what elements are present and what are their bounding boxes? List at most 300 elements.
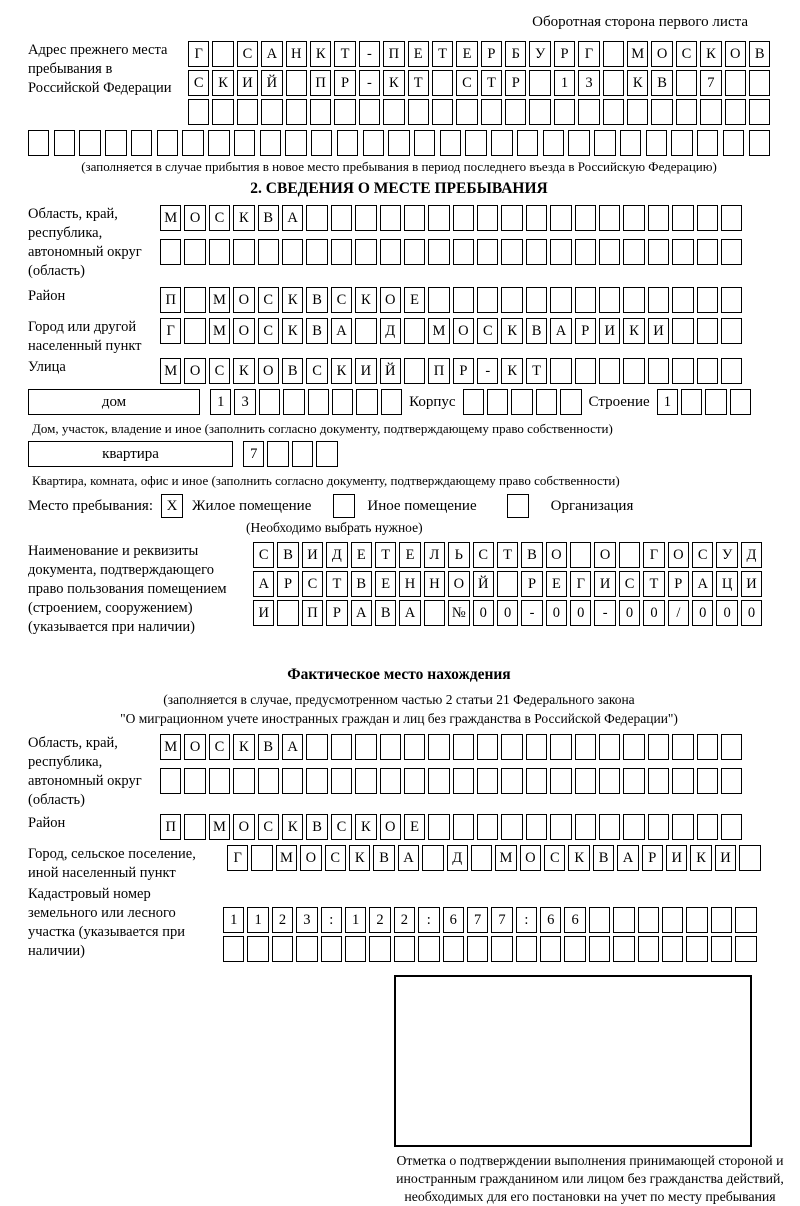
char-cell[interactable]	[619, 542, 640, 568]
char-cell[interactable]: 7	[467, 907, 488, 933]
char-cell[interactable]	[550, 358, 571, 384]
char-cell[interactable]: А	[692, 571, 713, 597]
char-cell[interactable]	[550, 768, 571, 794]
char-cell[interactable]: О	[233, 318, 254, 344]
char-cell[interactable]: 2	[369, 907, 390, 933]
char-cell[interactable]	[697, 318, 718, 344]
char-cell[interactable]	[613, 907, 634, 933]
char-cell[interactable]	[599, 734, 620, 760]
char-cell[interactable]: С	[209, 205, 230, 231]
char-cell[interactable]	[681, 389, 702, 415]
district-row[interactable]	[160, 287, 742, 313]
char-cell[interactable]: В	[258, 205, 279, 231]
char-cell[interactable]	[550, 287, 571, 313]
char-cell[interactable]	[749, 70, 770, 96]
char-cell[interactable]: 6	[540, 907, 561, 933]
char-cell[interactable]	[321, 936, 342, 962]
char-cell[interactable]	[568, 130, 589, 156]
char-cell[interactable]	[428, 239, 449, 265]
char-cell[interactable]	[749, 130, 770, 156]
char-cell[interactable]	[316, 441, 337, 467]
char-cell[interactable]	[394, 936, 415, 962]
region-2-row-1[interactable]	[160, 734, 742, 760]
char-cell[interactable]	[730, 389, 751, 415]
char-cell[interactable]	[672, 239, 693, 265]
char-cell[interactable]: К	[282, 814, 303, 840]
char-cell[interactable]	[453, 814, 474, 840]
char-cell[interactable]	[404, 768, 425, 794]
char-cell[interactable]	[272, 936, 293, 962]
prev-address-row-2[interactable]	[188, 70, 770, 96]
char-cell[interactable]	[575, 734, 596, 760]
char-cell[interactable]	[517, 130, 538, 156]
char-cell[interactable]: :	[516, 907, 537, 933]
char-cell[interactable]	[711, 907, 732, 933]
char-cell[interactable]	[648, 358, 669, 384]
char-cell[interactable]: И	[666, 845, 687, 871]
char-cell[interactable]	[237, 99, 258, 125]
char-cell[interactable]: 2	[394, 907, 415, 933]
char-cell[interactable]	[575, 239, 596, 265]
char-cell[interactable]	[428, 768, 449, 794]
char-cell[interactable]: 3	[296, 907, 317, 933]
char-cell[interactable]: А	[617, 845, 638, 871]
char-cell[interactable]	[651, 99, 672, 125]
char-cell[interactable]	[603, 99, 624, 125]
char-cell[interactable]	[516, 936, 537, 962]
char-cell[interactable]	[578, 99, 599, 125]
char-cell[interactable]: 0	[643, 600, 664, 626]
char-cell[interactable]: К	[233, 358, 254, 384]
char-cell[interactable]: 1	[223, 907, 244, 933]
char-cell[interactable]	[739, 845, 760, 871]
char-cell[interactable]: В	[351, 571, 372, 597]
char-cell[interactable]	[648, 814, 669, 840]
char-cell[interactable]	[721, 734, 742, 760]
char-cell[interactable]	[623, 768, 644, 794]
char-cell[interactable]: 6	[443, 907, 464, 933]
char-cell[interactable]	[497, 571, 518, 597]
char-cell[interactable]: О	[380, 287, 401, 313]
char-cell[interactable]	[383, 99, 404, 125]
char-cell[interactable]: П	[383, 41, 404, 67]
char-cell[interactable]	[721, 318, 742, 344]
char-cell[interactable]	[404, 205, 425, 231]
char-cell[interactable]: Н	[399, 571, 420, 597]
char-cell[interactable]	[662, 907, 683, 933]
char-cell[interactable]	[306, 239, 327, 265]
char-cell[interactable]: 1	[210, 389, 231, 415]
char-cell[interactable]: 2	[272, 907, 293, 933]
char-cell[interactable]	[260, 130, 281, 156]
char-cell[interactable]	[331, 768, 352, 794]
char-cell[interactable]: У	[529, 41, 550, 67]
city-row[interactable]	[160, 318, 742, 353]
char-cell[interactable]: С	[477, 318, 498, 344]
char-cell[interactable]: С	[692, 542, 713, 568]
char-cell[interactable]: С	[258, 318, 279, 344]
char-cell[interactable]	[697, 734, 718, 760]
char-cell[interactable]	[282, 768, 303, 794]
char-cell[interactable]: Р	[575, 318, 596, 344]
char-cell[interactable]: 0	[692, 600, 713, 626]
char-cell[interactable]: М	[428, 318, 449, 344]
cadastre-row-1[interactable]	[223, 907, 757, 933]
char-cell[interactable]: И	[599, 318, 620, 344]
char-cell[interactable]: С	[325, 845, 346, 871]
char-cell[interactable]	[28, 130, 49, 156]
char-cell[interactable]: И	[355, 358, 376, 384]
char-cell[interactable]	[184, 287, 205, 313]
char-cell[interactable]	[599, 358, 620, 384]
char-cell[interactable]	[467, 936, 488, 962]
char-cell[interactable]: В	[526, 318, 547, 344]
char-cell[interactable]: 1	[657, 389, 678, 415]
char-cell[interactable]: В	[651, 70, 672, 96]
char-cell[interactable]: М	[209, 318, 230, 344]
char-cell[interactable]: П	[302, 600, 323, 626]
district-2-row[interactable]	[160, 814, 742, 840]
region-2-row-2[interactable]	[160, 768, 742, 794]
char-cell[interactable]	[529, 70, 550, 96]
char-cell[interactable]: 6	[564, 907, 585, 933]
char-cell[interactable]	[258, 239, 279, 265]
char-cell[interactable]: 0	[497, 600, 518, 626]
char-cell[interactable]	[554, 99, 575, 125]
char-cell[interactable]	[623, 358, 644, 384]
char-cell[interactable]: А	[399, 600, 420, 626]
char-cell[interactable]	[212, 99, 233, 125]
char-cell[interactable]: К	[501, 318, 522, 344]
char-cell[interactable]	[603, 41, 624, 67]
char-cell[interactable]	[487, 389, 508, 415]
char-cell[interactable]: Т	[526, 358, 547, 384]
char-cell[interactable]	[286, 70, 307, 96]
char-cell[interactable]: Е	[456, 41, 477, 67]
char-cell[interactable]	[259, 389, 280, 415]
char-cell[interactable]	[234, 130, 255, 156]
char-cell[interactable]	[223, 936, 244, 962]
char-cell[interactable]: О	[258, 358, 279, 384]
char-cell[interactable]	[79, 130, 100, 156]
char-cell[interactable]: К	[568, 845, 589, 871]
char-cell[interactable]	[355, 205, 376, 231]
char-cell[interactable]	[575, 205, 596, 231]
char-cell[interactable]: К	[233, 734, 254, 760]
char-cell[interactable]	[570, 542, 591, 568]
char-cell[interactable]	[648, 734, 669, 760]
char-cell[interactable]	[481, 99, 502, 125]
char-cell[interactable]	[308, 389, 329, 415]
char-cell[interactable]: К	[627, 70, 648, 96]
char-cell[interactable]	[355, 318, 376, 344]
char-cell[interactable]: У	[716, 542, 737, 568]
char-cell[interactable]: Р	[668, 571, 689, 597]
char-cell[interactable]	[453, 768, 474, 794]
char-cell[interactable]	[463, 389, 484, 415]
char-cell[interactable]	[208, 130, 229, 156]
char-cell[interactable]	[721, 205, 742, 231]
char-cell[interactable]	[292, 441, 313, 467]
document-row-3[interactable]	[253, 600, 762, 626]
char-cell[interactable]	[623, 239, 644, 265]
char-cell[interactable]	[331, 239, 352, 265]
char-cell[interactable]: О	[453, 318, 474, 344]
char-cell[interactable]	[247, 936, 268, 962]
char-cell[interactable]	[599, 768, 620, 794]
char-cell[interactable]: В	[593, 845, 614, 871]
char-cell[interactable]	[428, 734, 449, 760]
char-cell[interactable]	[599, 239, 620, 265]
char-cell[interactable]	[648, 205, 669, 231]
house-number-row[interactable]	[210, 389, 402, 415]
char-cell[interactable]: Р	[554, 41, 575, 67]
char-cell[interactable]	[686, 936, 707, 962]
char-cell[interactable]	[575, 814, 596, 840]
korpus-row[interactable]	[463, 389, 582, 415]
char-cell[interactable]: С	[473, 542, 494, 568]
char-cell[interactable]: С	[619, 571, 640, 597]
char-cell[interactable]: -	[477, 358, 498, 384]
char-cell[interactable]: 1	[345, 907, 366, 933]
char-cell[interactable]	[648, 768, 669, 794]
char-cell[interactable]: Г	[570, 571, 591, 597]
char-cell[interactable]: 0	[741, 600, 762, 626]
char-cell[interactable]	[233, 239, 254, 265]
char-cell[interactable]	[408, 99, 429, 125]
char-cell[interactable]	[404, 358, 425, 384]
char-cell[interactable]	[536, 389, 557, 415]
char-cell[interactable]: Е	[351, 542, 372, 568]
checkbox-residential[interactable]: X	[161, 494, 183, 518]
char-cell[interactable]: Т	[643, 571, 664, 597]
char-cell[interactable]: Р	[277, 571, 298, 597]
char-cell[interactable]	[184, 768, 205, 794]
char-cell[interactable]	[404, 239, 425, 265]
char-cell[interactable]: В	[277, 542, 298, 568]
char-cell[interactable]: В	[282, 358, 303, 384]
char-cell[interactable]	[422, 845, 443, 871]
char-cell[interactable]: О	[184, 205, 205, 231]
char-cell[interactable]: 7	[243, 441, 264, 467]
char-cell[interactable]	[477, 768, 498, 794]
char-cell[interactable]: В	[375, 600, 396, 626]
char-cell[interactable]: С	[544, 845, 565, 871]
char-cell[interactable]: Г	[227, 845, 248, 871]
char-cell[interactable]	[672, 358, 693, 384]
char-cell[interactable]	[356, 389, 377, 415]
char-cell[interactable]: В	[306, 814, 327, 840]
char-cell[interactable]	[359, 99, 380, 125]
char-cell[interactable]: М	[160, 734, 181, 760]
char-cell[interactable]	[456, 99, 477, 125]
char-cell[interactable]	[306, 734, 327, 760]
char-cell[interactable]	[337, 130, 358, 156]
char-cell[interactable]	[296, 936, 317, 962]
char-cell[interactable]	[575, 287, 596, 313]
char-cell[interactable]: Ь	[448, 542, 469, 568]
char-cell[interactable]	[526, 734, 547, 760]
char-cell[interactable]: С	[331, 814, 352, 840]
char-cell[interactable]: Е	[408, 41, 429, 67]
char-cell[interactable]	[188, 99, 209, 125]
char-cell[interactable]: К	[383, 70, 404, 96]
char-cell[interactable]: А	[331, 318, 352, 344]
char-cell[interactable]	[306, 768, 327, 794]
char-cell[interactable]	[477, 287, 498, 313]
char-cell[interactable]	[477, 814, 498, 840]
char-cell[interactable]	[501, 287, 522, 313]
char-cell[interactable]	[501, 734, 522, 760]
char-cell[interactable]	[550, 814, 571, 840]
char-cell[interactable]	[721, 358, 742, 384]
apartment-number-row[interactable]	[243, 441, 338, 467]
char-cell[interactable]: С	[237, 41, 258, 67]
char-cell[interactable]	[697, 814, 718, 840]
char-cell[interactable]: Е	[375, 571, 396, 597]
char-cell[interactable]: В	[306, 318, 327, 344]
char-cell[interactable]: Д	[326, 542, 347, 568]
char-cell[interactable]	[267, 441, 288, 467]
char-cell[interactable]	[477, 205, 498, 231]
char-cell[interactable]	[251, 845, 272, 871]
char-cell[interactable]	[54, 130, 75, 156]
char-cell[interactable]	[564, 936, 585, 962]
prev-address-row-4[interactable]	[28, 130, 770, 156]
char-cell[interactable]	[283, 389, 304, 415]
char-cell[interactable]	[212, 41, 233, 67]
char-cell[interactable]	[286, 99, 307, 125]
char-cell[interactable]	[380, 239, 401, 265]
char-cell[interactable]: В	[521, 542, 542, 568]
char-cell[interactable]	[550, 239, 571, 265]
char-cell[interactable]: И	[741, 571, 762, 597]
char-cell[interactable]: А	[253, 571, 274, 597]
char-cell[interactable]	[540, 936, 561, 962]
char-cell[interactable]	[721, 768, 742, 794]
char-cell[interactable]: Г	[160, 318, 181, 344]
char-cell[interactable]: К	[349, 845, 370, 871]
city-2-row[interactable]	[227, 845, 761, 880]
char-cell[interactable]	[332, 389, 353, 415]
char-cell[interactable]	[723, 130, 744, 156]
char-cell[interactable]	[721, 239, 742, 265]
char-cell[interactable]: Р	[642, 845, 663, 871]
char-cell[interactable]	[749, 99, 770, 125]
char-cell[interactable]: Й	[380, 358, 401, 384]
char-cell[interactable]	[184, 318, 205, 344]
char-cell[interactable]: К	[355, 287, 376, 313]
char-cell[interactable]	[105, 130, 126, 156]
char-cell[interactable]	[550, 734, 571, 760]
char-cell[interactable]	[526, 814, 547, 840]
char-cell[interactable]	[648, 239, 669, 265]
char-cell[interactable]	[623, 734, 644, 760]
char-cell[interactable]: К	[282, 318, 303, 344]
char-cell[interactable]	[491, 936, 512, 962]
char-cell[interactable]	[511, 389, 532, 415]
char-cell[interactable]: 7	[700, 70, 721, 96]
char-cell[interactable]: С	[331, 287, 352, 313]
char-cell[interactable]	[526, 768, 547, 794]
char-cell[interactable]: С	[209, 734, 230, 760]
char-cell[interactable]	[501, 814, 522, 840]
char-cell[interactable]: К	[700, 41, 721, 67]
char-cell[interactable]: П	[428, 358, 449, 384]
char-cell[interactable]: М	[209, 287, 230, 313]
char-cell[interactable]	[526, 287, 547, 313]
char-cell[interactable]	[686, 907, 707, 933]
char-cell[interactable]: О	[546, 542, 567, 568]
char-cell[interactable]	[331, 205, 352, 231]
char-cell[interactable]	[620, 130, 641, 156]
char-cell[interactable]: Л	[424, 542, 445, 568]
char-cell[interactable]	[560, 389, 581, 415]
char-cell[interactable]: Й	[261, 70, 282, 96]
char-cell[interactable]	[282, 239, 303, 265]
char-cell[interactable]	[697, 130, 718, 156]
char-cell[interactable]	[209, 768, 230, 794]
checkbox-organization[interactable]	[507, 494, 529, 518]
char-cell[interactable]	[131, 130, 152, 156]
char-cell[interactable]	[355, 768, 376, 794]
char-cell[interactable]: С	[258, 287, 279, 313]
char-cell[interactable]: А	[282, 734, 303, 760]
cadastre-row-2[interactable]	[223, 936, 757, 962]
house-type-box[interactable]: дом	[28, 389, 200, 415]
char-cell[interactable]: О	[448, 571, 469, 597]
char-cell[interactable]: Т	[408, 70, 429, 96]
char-cell[interactable]	[672, 734, 693, 760]
char-cell[interactable]: С	[302, 571, 323, 597]
char-cell[interactable]: И	[302, 542, 323, 568]
char-cell[interactable]	[505, 99, 526, 125]
char-cell[interactable]: 0	[570, 600, 591, 626]
char-cell[interactable]: Г	[643, 542, 664, 568]
char-cell[interactable]: И	[253, 600, 274, 626]
char-cell[interactable]	[575, 768, 596, 794]
char-cell[interactable]: М	[276, 845, 297, 871]
char-cell[interactable]: Е	[546, 571, 567, 597]
char-cell[interactable]	[432, 99, 453, 125]
char-cell[interactable]: А	[261, 41, 282, 67]
document-row-1[interactable]	[253, 542, 762, 568]
char-cell[interactable]: М	[160, 205, 181, 231]
char-cell[interactable]	[477, 239, 498, 265]
char-cell[interactable]	[662, 936, 683, 962]
char-cell[interactable]	[676, 99, 697, 125]
prev-address-row-3[interactable]	[188, 99, 770, 125]
char-cell[interactable]	[414, 130, 435, 156]
char-cell[interactable]: Р	[505, 70, 526, 96]
char-cell[interactable]	[672, 287, 693, 313]
char-cell[interactable]	[380, 205, 401, 231]
char-cell[interactable]	[363, 130, 384, 156]
char-cell[interactable]: Б	[505, 41, 526, 67]
region-row-2[interactable]	[160, 239, 742, 265]
char-cell[interactable]	[721, 287, 742, 313]
char-cell[interactable]: Д	[380, 318, 401, 344]
char-cell[interactable]: О	[380, 814, 401, 840]
char-cell[interactable]	[471, 845, 492, 871]
char-cell[interactable]: П	[160, 287, 181, 313]
char-cell[interactable]	[697, 287, 718, 313]
char-cell[interactable]	[369, 936, 390, 962]
char-cell[interactable]	[735, 936, 756, 962]
char-cell[interactable]: О	[668, 542, 689, 568]
char-cell[interactable]: С	[209, 358, 230, 384]
char-cell[interactable]: А	[282, 205, 303, 231]
